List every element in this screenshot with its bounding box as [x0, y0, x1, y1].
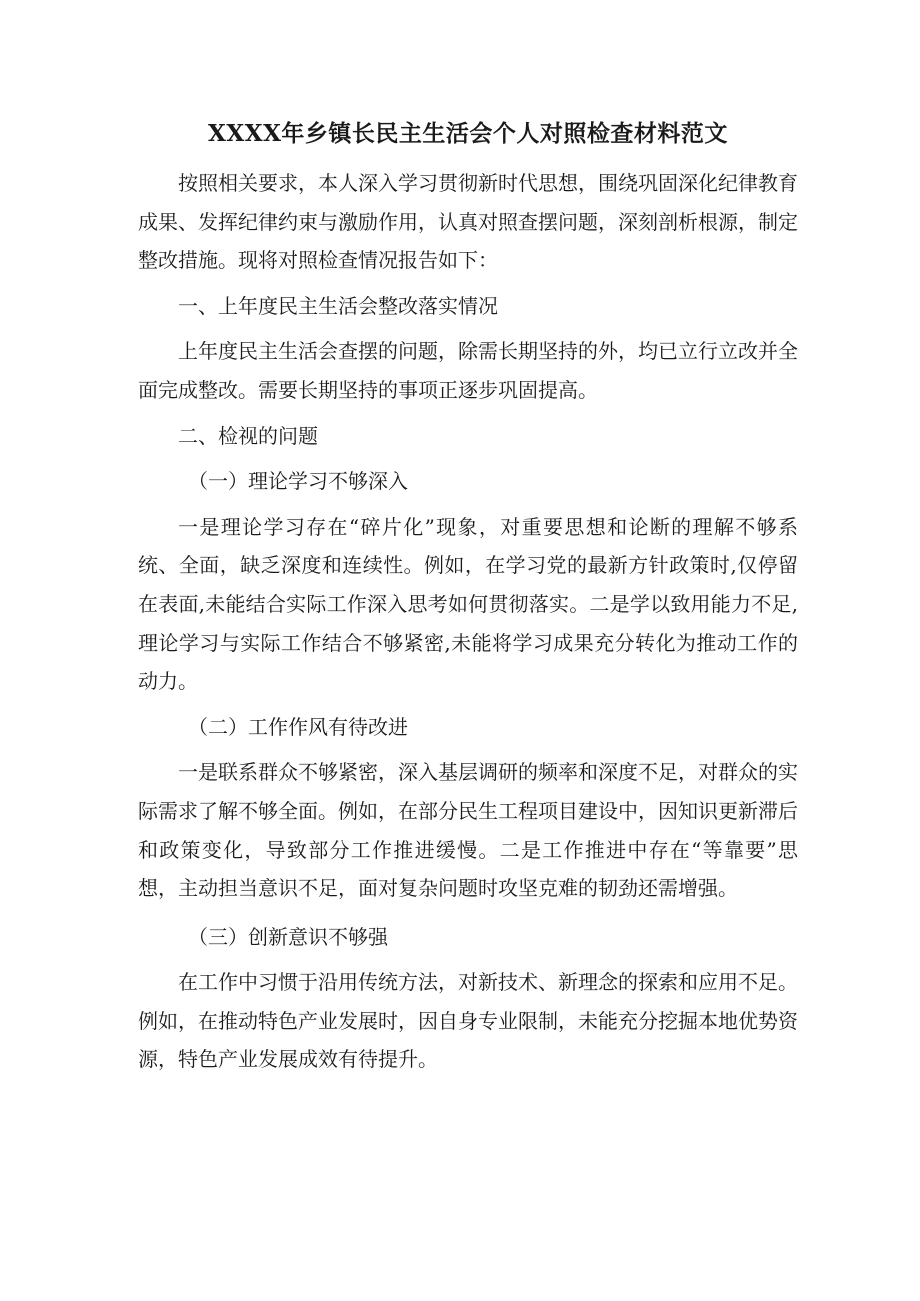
subsection-1-heading: （一）理论学习不够深入: [188, 469, 408, 494]
section-1-heading: 一、上年度民主生活会整改落实情况: [178, 293, 498, 318]
document-page: [138, 118, 798, 1079]
section-1-body: 上年度民主生活会查摆的问题，除需长期坚持的外，均已立行立改并全面完成整改。需要长期坚持的事项正逐步巩固提高。: [138, 339, 798, 402]
subsection-2-heading: （二）工作作风有待改进: [188, 714, 408, 739]
subsection-3-heading: （三）创新意识不够强: [188, 924, 388, 949]
subsection-2-body: 一是联系群众不够紧密，深入基层调研的频率和深度不足，对群众的实际需求了解不够全面。例如，在部分民生工程项目建设中，因知识更新滞后和政策变化，导致部分工作推进缓慢。二是工作推进中存在“等靠要”思想，主动担当意识不足，面对复杂问题时攻坚克难的韧劲还需增强。: [138, 760, 798, 901]
subsection-3-body: 在工作中习惯于沿用传统方法，对新技术、新理念的探索和应用不足。例如，在推动特色产业发展时，因自身专业限制，未能充分挖掘本地优势资源，特色产业发展成效有待提升。: [138, 970, 798, 1072]
section-2-heading: 二、检视的问题: [178, 423, 318, 448]
document-title: XXXX年乡镇长民主生活会个人对照检查材料范文: [208, 120, 728, 147]
subsection-1-body: 一是理论学习存在“碎片化”现象，对重要思想和论断的理解不够系统、全面，缺乏深度和连续性。例如，在学习党的最新方针政策时,仅停留在表面,未能结合实际工作深入思考如何贯彻落实。二是学以致用能力不足,理论学习与实际工作结合不够紧密,未能将学习成果充分转化为推动工作的动力。: [138, 514, 798, 694]
intro-paragraph: 按照相关要求，本人深入学习贯彻新时代思想，围绕巩固深化纪律教育成果、发挥纪律约束与激励作用，认真对照查摆问题，深刻剖析根源，制定整改措施。现将对照检查情况报告如下：: [138, 171, 798, 273]
